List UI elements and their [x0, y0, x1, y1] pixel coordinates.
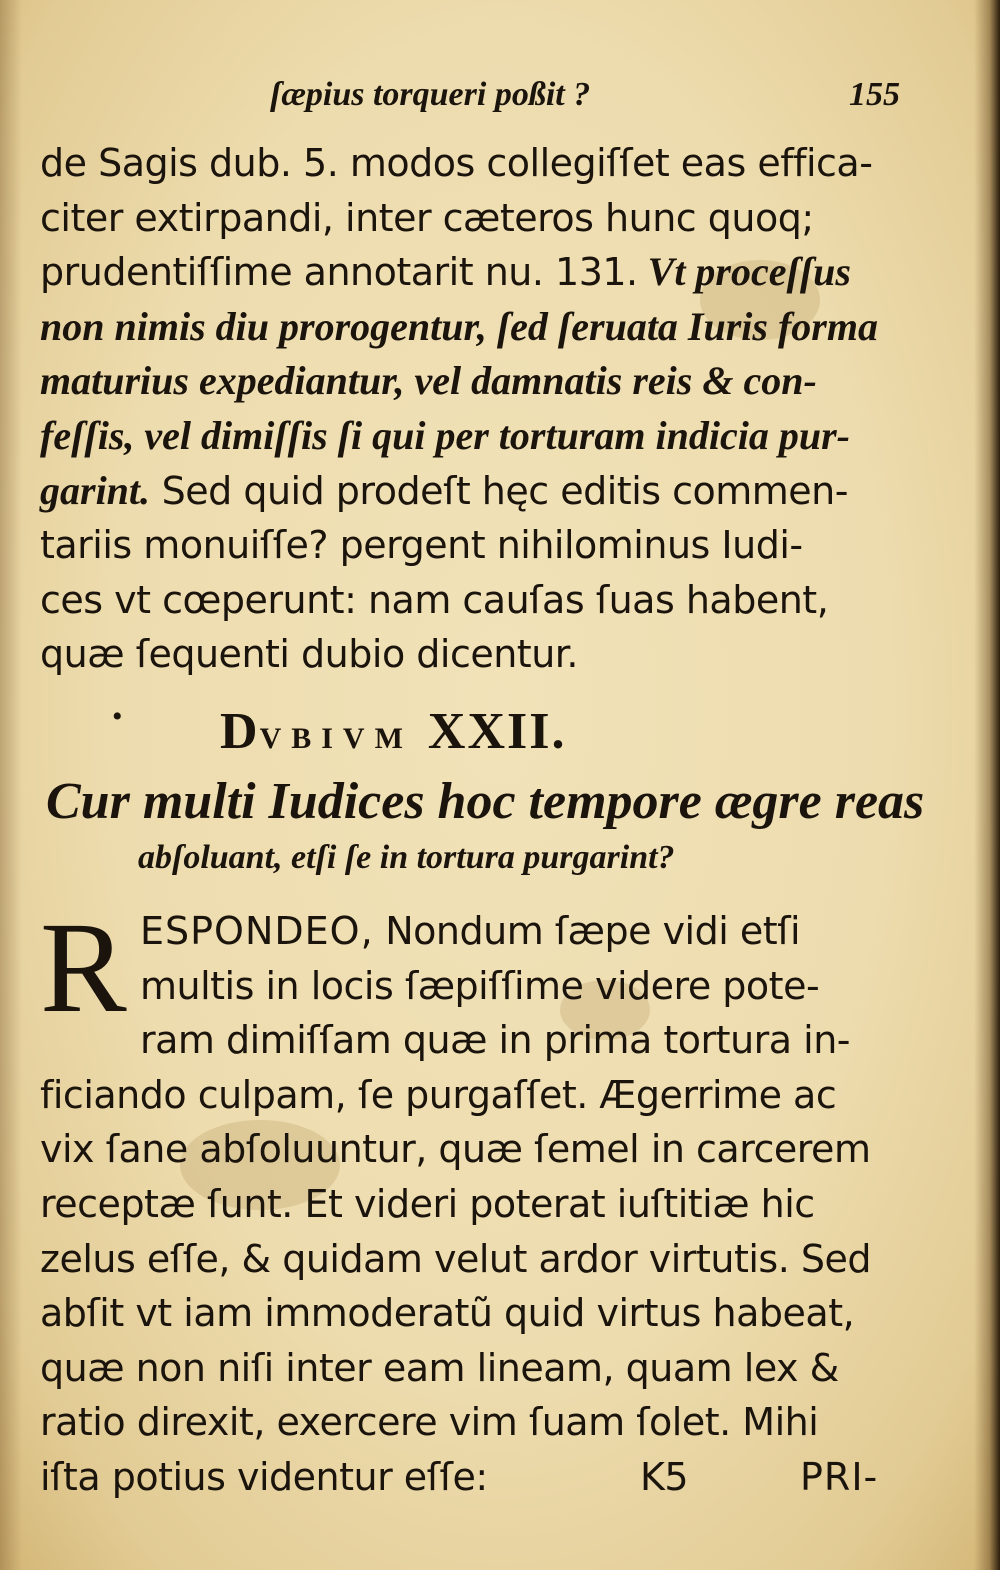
- text-line: receptæ ſunt. Et videri poterat iuſtitiæ hic: [40, 1181, 815, 1226]
- text-line: abſit vt iam immoderatũ quid virtus habeat,: [40, 1291, 855, 1336]
- text-line: quæ ſequenti dubio dicentur.: [40, 632, 579, 677]
- running-title: ſæpius torqueri poßit ?: [270, 76, 591, 113]
- text-line: multis in locis ſæpiſſime videre pote-: [140, 963, 820, 1008]
- signature-mark: K5: [640, 1454, 689, 1499]
- text-line: prudentiſſime annotarit nu. 131. Vt proceſſus: [40, 249, 851, 295]
- heading-number: XXII.: [427, 703, 567, 760]
- running-head: [0, 70, 1000, 130]
- page-edge-right: [974, 0, 1000, 1570]
- text-line: citer extirpandi, inter cæteros hunc quoq;: [40, 195, 814, 240]
- page-edge-left: [0, 0, 22, 1570]
- drop-cap: R: [40, 896, 127, 1040]
- text-line: ficiando culpam, ſe purgaſſet. Ægerrime ac: [40, 1072, 837, 1117]
- text-line: vix ſane abſoluuntur, quæ ſemel in carcerem: [40, 1127, 871, 1172]
- text-line: ces vt cœperunt: nam cauſas ſuas habent,: [40, 577, 829, 622]
- text-line: quæ non niſi inter eam lineam, quam lex &: [40, 1345, 839, 1390]
- text-line: iſta potius videntur eſſe: K5 PRI-: [40, 1450, 960, 1505]
- text-line: garint. Sed quid prodeſt hęc editis commen-: [40, 467, 848, 513]
- page-number: 155: [849, 76, 900, 113]
- heading-initial: D: [220, 703, 260, 760]
- text-line: ram dimiſſam quæ in prima tortura in-: [140, 1018, 850, 1063]
- text-line: feſſis, vel dimiſſis ſi qui per torturam indicia pur-: [40, 412, 850, 458]
- paragraph-2: [40, 896, 960, 1505]
- question-line-2: abſoluant, etſi ſe in tortura purgarint?: [138, 839, 675, 876]
- text-line: de Sagis dub. 5. modos collegiſſet eas effica-: [40, 141, 873, 185]
- question-line-1: Cur multi Iudices hoc tempore ægre reas: [46, 773, 925, 830]
- catchword: PRI-: [800, 1454, 879, 1499]
- text-line: non nimis diu prorogentur, ſed ſeruata Iuris forma: [40, 303, 878, 349]
- paragraph-1: [40, 136, 960, 682]
- text-line: ratio direxit, exercere vim ſuam ſolet. Mihi: [40, 1400, 819, 1445]
- heading-rest: VBIVM: [259, 722, 413, 755]
- bullet-mark: •: [112, 700, 123, 733]
- text-line: maturius expediantur, vel damnatis reis & con-: [40, 358, 817, 404]
- text-line: zelus eſſe, & quidam velut ardor virtutis. Sed: [40, 1236, 871, 1281]
- text-line: ESPONDEO, Nondum ſæpe vidi etſi: [140, 909, 801, 953]
- text-line: tariis monuiſſe? pergent nihilominus Iudi-: [40, 523, 803, 568]
- section-heading: [220, 702, 566, 761]
- question-title: [46, 770, 946, 882]
